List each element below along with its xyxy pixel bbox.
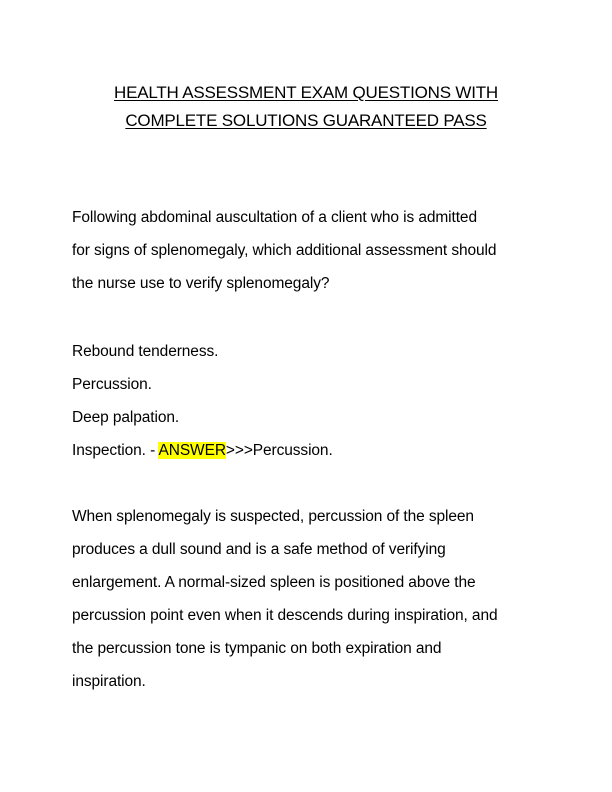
answer-line <box>72 434 552 467</box>
option-item: Percussion. <box>72 376 152 393</box>
question-line: for signs of splenomegaly, which additional assessment should <box>72 242 497 259</box>
rationale-text <box>72 500 552 698</box>
question-text <box>72 201 552 300</box>
answer-label-highlight: ANSWER <box>158 442 226 459</box>
rationale-line: produces a dull sound and is a safe method of verifying <box>72 541 446 558</box>
option-item: Rebound tenderness. <box>72 343 219 360</box>
rationale-line: the percussion tone is tympanic on both expiration and <box>72 640 442 657</box>
last-option-text: Inspection. - <box>72 442 159 459</box>
rationale-line: enlargement. A normal-sized spleen is positioned above the <box>72 574 476 591</box>
answer-options <box>72 335 552 467</box>
document-title <box>0 79 612 135</box>
question-line: the nurse use to verify splenomegaly? <box>72 275 330 292</box>
question-line: Following abdominal auscultation of a client who is admitted <box>72 209 477 226</box>
rationale-line: When splenomegaly is suspected, percussion of the spleen <box>72 508 474 525</box>
option-item: Deep palpation. <box>72 409 180 426</box>
title-line-1: HEALTH ASSESSMENT EXAM QUESTIONS WITH <box>114 83 498 102</box>
rationale-line: percussion point even when it descends during inspiration, and <box>72 607 498 624</box>
title-line-2: COMPLETE SOLUTIONS GUARANTEED PASS <box>125 111 487 130</box>
rationale-line: inspiration. <box>72 673 146 690</box>
answer-value: >>>Percussion. <box>225 442 333 459</box>
